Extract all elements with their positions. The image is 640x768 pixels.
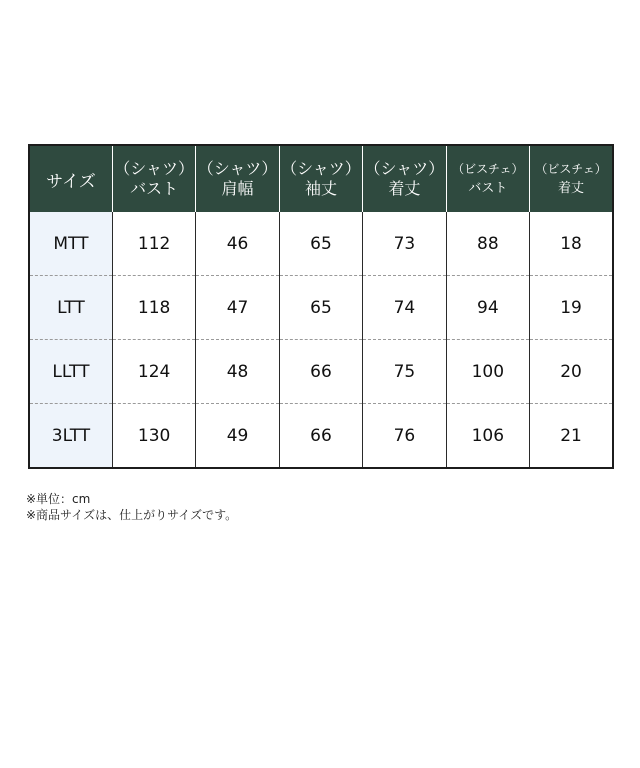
- value-cell: 66: [279, 404, 362, 469]
- value-cell: 65: [279, 212, 362, 276]
- header-label-line2: 肩幅: [221, 179, 254, 198]
- size-cell: MTT: [29, 212, 112, 276]
- header-label-line1: （ビスチェ）: [535, 162, 607, 176]
- header-bustier-bust: [446, 145, 529, 212]
- header-label-line2: バスト: [468, 181, 508, 196]
- value-cell: 94: [446, 276, 529, 340]
- value-cell: 49: [196, 404, 279, 469]
- size-cell: LLTT: [29, 340, 112, 404]
- header-bustier-length: [530, 145, 613, 212]
- value-cell: 112: [112, 212, 195, 276]
- value-cell: 75: [363, 340, 446, 404]
- table-row: [29, 212, 613, 276]
- table-row: [29, 276, 613, 340]
- table-header-row: [29, 145, 613, 212]
- header-label-line1: （シャツ）: [114, 159, 194, 178]
- table-row: [29, 404, 613, 469]
- size-table: [28, 144, 614, 469]
- value-cell: 130: [112, 404, 195, 469]
- header-size: サイズ: [29, 145, 112, 212]
- header-label-line1: （シャツ）: [281, 159, 361, 178]
- value-cell: 100: [446, 340, 529, 404]
- header-label-line2: 着丈: [388, 179, 421, 198]
- header-shirt-bust: [112, 145, 195, 212]
- value-cell: 65: [279, 276, 362, 340]
- value-cell: 18: [530, 212, 613, 276]
- size-cell: LTT: [29, 276, 112, 340]
- finish-note: ※商品サイズは、仕上がりサイズです。: [26, 508, 238, 522]
- header-shirt-sleeve: [279, 145, 362, 212]
- value-cell: 47: [196, 276, 279, 340]
- value-cell: 46: [196, 212, 279, 276]
- value-cell: 21: [530, 404, 613, 469]
- value-cell: 20: [530, 340, 613, 404]
- header-label-line1: （シャツ）: [197, 159, 278, 178]
- value-cell: 106: [446, 404, 529, 469]
- table-row: [29, 340, 613, 404]
- header-label-line2: バスト: [130, 179, 179, 198]
- value-cell: 124: [112, 340, 195, 404]
- header-shirt-shoulder: [196, 145, 279, 212]
- header-label-line2: 着丈: [558, 181, 585, 196]
- header-label-line1: （シャツ）: [364, 159, 445, 178]
- value-cell: 88: [446, 212, 529, 276]
- unit-note: ※単位：cm: [26, 492, 91, 506]
- header-shirt-length: [363, 145, 446, 212]
- value-cell: 73: [363, 212, 446, 276]
- header-label-line1: （ビスチェ）: [452, 162, 524, 176]
- value-cell: 19: [530, 276, 613, 340]
- value-cell: 118: [112, 276, 195, 340]
- value-cell: 74: [363, 276, 446, 340]
- size-cell: 3LTT: [29, 404, 112, 469]
- value-cell: 76: [363, 404, 446, 469]
- notes: [26, 491, 237, 523]
- header-label-line2: 袖丈: [304, 179, 337, 198]
- value-cell: 66: [279, 340, 362, 404]
- value-cell: 48: [196, 340, 279, 404]
